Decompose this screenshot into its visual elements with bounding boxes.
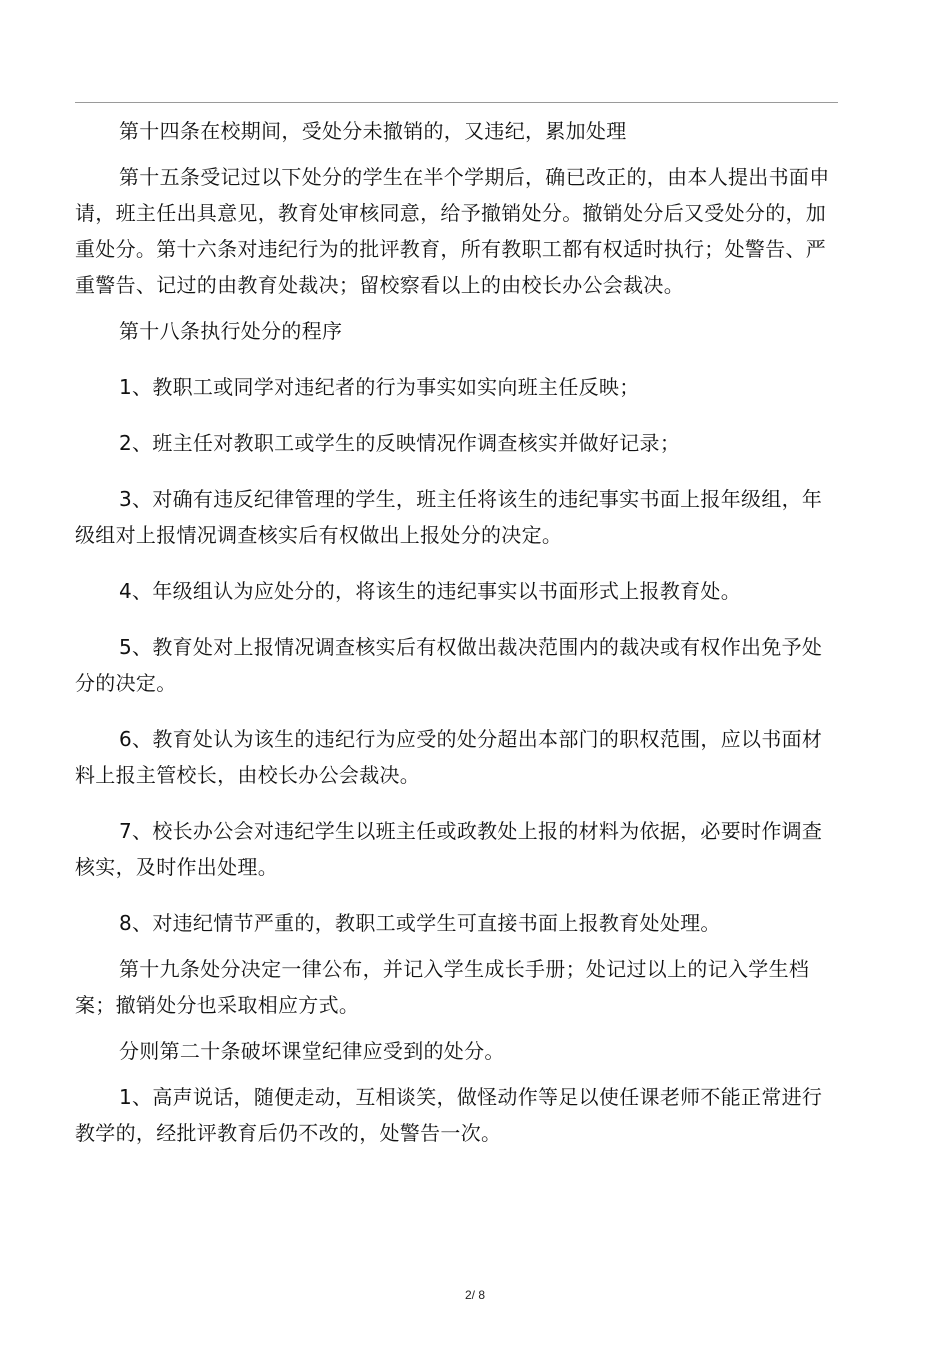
paragraph-procedure-2: 2、班主任对教职工或学生的反映情况作调查核实并做好记录； (119, 431, 681, 455)
paragraph-article-19: 第十九条处分决定一律公布，并记入学生成长手册；处记过以上的记入学生档案；撤销处分也采取相应方式。 (75, 957, 810, 1017)
document-body (75, 113, 835, 1151)
paragraph-article-20: 分则第二十条破坏课堂纪律应受到的处分。 (119, 1039, 505, 1063)
paragraph-article-18: 第十八条执行处分的程序 (119, 319, 343, 343)
paragraph-procedure-3: 3、对确有违反纪律管理的学生，班主任将该生的违纪事实书面上报年级组，年级组对上报情况调查核实后有权做出上报处分的决定。 (75, 487, 823, 547)
paragraph-procedure-1: 1、教职工或同学对违纪者的行为事实如实向班主任反映； (119, 375, 640, 399)
paragraph-article-20-item-1: 1、高声说话，随便走动，互相谈笑，做怪动作等足以使任课老师不能正常进行教学的，经批评教育后仍不改的，处警告一次。 (75, 1085, 823, 1145)
paragraph-procedure-7: 7、校长办公会对违纪学生以班主任或政教处上报的材料为依据，必要时作调查核实，及时作出处理。 (75, 819, 823, 879)
paragraph-procedure-6: 6、教育处认为该生的违纪行为应受的处分超出本部门的职权范围，应以书面材料上报主管校长，由校长办公会裁决。 (75, 727, 823, 787)
paragraph-article-14: 第十四条在校期间，受处分未撤销的，又违纪，累加处理 (119, 119, 627, 143)
paragraph-procedure-5: 5、教育处对上报情况调查核实后有权做出裁决范围内的裁决或有权作出免予处分的决定。 (75, 635, 823, 695)
paragraph-procedure-4: 4、年级组认为应处分的，将该生的违纪事实以书面形式上报教育处。 (119, 579, 742, 603)
paragraph-article-15-16: 第十五条受记过以下处分的学生在半个学期后，确已改正的，由本人提出书面申请，班主任出具意见，教育处审核同意，给予撤销处分。撤销处分后又受处分的，加重处分。第十六条对违纪行为的批评教育，所有教职工都有权适时执行；处警告、严重警告、记过的由教育处裁决；留校察看以上的由校长办公会裁决。 (75, 165, 830, 297)
page-number: 2/ 8 (464, 1288, 485, 1302)
paragraph-procedure-8: 8、对违纪情节严重的，教职工或学生可直接书面上报教育处处理。 (119, 911, 721, 935)
header-rule (75, 102, 838, 103)
